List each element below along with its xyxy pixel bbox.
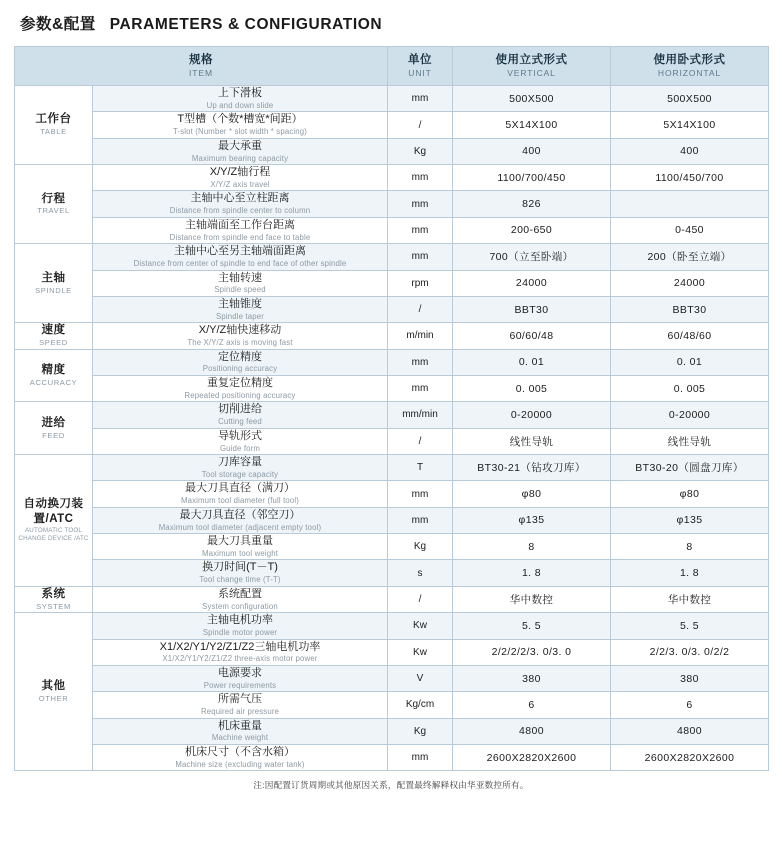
- item-label-en: Distance from center of spindle to end face of other spindle: [133, 259, 347, 268]
- item-label-cn: 刀库容量: [218, 456, 262, 469]
- header-cell-vertical: [453, 47, 611, 86]
- group-label-en: FEED: [42, 430, 65, 440]
- item-cell: [93, 665, 388, 691]
- horizontal-value-cell: 4800: [611, 718, 769, 744]
- group-cell: [15, 323, 93, 349]
- item-cell: [93, 296, 388, 322]
- item-cell: [93, 349, 388, 375]
- item-label-en: Required air pressure: [200, 707, 280, 717]
- horizontal-value-cell: φ135: [611, 507, 769, 533]
- item-cell: [93, 744, 388, 770]
- unit-cell: mm: [388, 375, 453, 401]
- item-label-en: Distance from spindle end face to table: [169, 232, 311, 242]
- item-label-cn: 主轴电机功率: [207, 614, 273, 627]
- vertical-value-cell: 826: [453, 191, 611, 217]
- horizontal-value-cell: 1100/450/700: [611, 165, 769, 191]
- item-label-cn: 最大刀具直径（满刀）: [185, 482, 295, 495]
- horizontal-value-cell: 2600X2820X2600: [611, 744, 769, 770]
- horizontal-value-cell: 0. 01: [611, 349, 769, 375]
- horizontal-value-cell: 380: [611, 665, 769, 691]
- item-cell: [93, 507, 388, 533]
- vertical-value-cell: 0. 005: [453, 375, 611, 401]
- item-cell: [93, 138, 388, 164]
- header-vertical-cn: 使用立式形式: [495, 54, 568, 67]
- item-label-en: Guide form: [219, 443, 261, 453]
- horizontal-value-cell: 0. 005: [611, 375, 769, 401]
- unit-cell: mm: [388, 165, 453, 191]
- table-row: [15, 665, 769, 691]
- unit-cell: /: [388, 586, 453, 612]
- unit-cell: rpm: [388, 270, 453, 296]
- horizontal-value-cell: 0-20000: [611, 402, 769, 428]
- item-label-en: The X/Y/Z axis is moving fast: [187, 338, 293, 348]
- horizontal-value-cell: 1. 8: [611, 560, 769, 586]
- header-vertical-en: VERTICAL: [507, 67, 556, 78]
- group-label-cn: 主轴: [41, 271, 66, 284]
- vertical-value-cell: 500X500: [453, 86, 611, 112]
- page-title-cn: 参数&配置: [20, 16, 96, 33]
- horizontal-value-cell: 400: [611, 138, 769, 164]
- unit-cell: mm/min: [388, 402, 453, 428]
- unit-cell: Kw: [388, 639, 453, 665]
- item-label-en: Repeated positioning accuracy: [184, 390, 296, 400]
- table-row: [15, 428, 769, 454]
- table-row: [15, 744, 769, 770]
- group-cell: [15, 402, 93, 455]
- item-label-en: Maximum tool diameter (full tool): [180, 496, 300, 506]
- vertical-value-cell: 700（立至卧端）: [453, 244, 611, 270]
- group-label-en: TABLE: [40, 127, 67, 137]
- header-unit-en: UNIT: [408, 67, 432, 78]
- item-cell: [93, 560, 388, 586]
- item-cell: [93, 165, 388, 191]
- table-header: [15, 47, 769, 86]
- horizontal-value-cell: BT30-20（圆盘刀库）: [611, 455, 769, 481]
- item-label-cn: 最大承重: [218, 139, 262, 152]
- item-label-en: Cutting feed: [218, 417, 262, 427]
- item-label-cn: 所需气压: [218, 693, 262, 706]
- table-row: [15, 507, 769, 533]
- item-label-en: Maximum tool diameter (adjacent empty tool): [158, 522, 322, 532]
- table-row: [15, 455, 769, 481]
- group-label-en: TRAVEL: [37, 206, 70, 216]
- vertical-value-cell: 400: [453, 138, 611, 164]
- item-cell: [93, 244, 388, 270]
- item-cell: [93, 86, 388, 112]
- vertical-value-cell: 4800: [453, 718, 611, 744]
- unit-cell: mm: [388, 217, 453, 243]
- horizontal-value-cell: BBT30: [611, 296, 769, 322]
- vertical-value-cell: 60/60/48: [453, 323, 611, 349]
- item-label-cn: X/Y/Z轴快速移动: [198, 324, 282, 337]
- vertical-value-cell: 5X14X100: [453, 112, 611, 138]
- item-cell: [93, 481, 388, 507]
- item-label-cn: 导轨形式: [218, 429, 262, 442]
- table-row: [15, 296, 769, 322]
- item-label-cn: T型槽（个数*槽宽*间距）: [177, 113, 303, 126]
- horizontal-value-cell: 线性导轨: [611, 428, 769, 454]
- item-label-en: Machine weight: [211, 733, 269, 743]
- group-label-cn: 速度: [41, 324, 66, 337]
- table-row: [15, 402, 769, 428]
- item-label-en: Tool change time (T-T): [199, 575, 281, 585]
- item-cell: [93, 586, 388, 612]
- item-label-cn: 上下滑板: [218, 87, 262, 99]
- vertical-value-cell: BT30-21（钻攻刀库）: [453, 455, 611, 481]
- group-label-en: ACCURACY: [29, 377, 78, 387]
- item-label-en: Spindle motor power: [202, 628, 278, 638]
- item-label-en: Machine size (excluding water tank): [175, 759, 305, 769]
- page-title: [20, 12, 768, 34]
- unit-cell: mm: [388, 191, 453, 217]
- item-label-en: Up and down slide: [206, 100, 274, 110]
- item-label-en: Maximum tool weight: [201, 548, 279, 558]
- item-cell: [93, 375, 388, 401]
- horizontal-value-cell: 24000: [611, 270, 769, 296]
- table-body: [15, 86, 769, 771]
- vertical-value-cell: 1. 8: [453, 560, 611, 586]
- item-label-en: Spindle speed: [214, 285, 266, 295]
- header-item-en: ITEM: [189, 67, 213, 78]
- vertical-value-cell: 2/2/2/2/3. 0/3. 0: [453, 639, 611, 665]
- table-row: [15, 112, 769, 138]
- vertical-value-cell: BBT30: [453, 296, 611, 322]
- horizontal-value-cell: [611, 191, 769, 217]
- unit-cell: mm: [388, 349, 453, 375]
- header-cell-unit: [388, 47, 453, 86]
- group-cell: [15, 613, 93, 771]
- horizontal-value-cell: 华中数控: [611, 586, 769, 612]
- table-row: [15, 375, 769, 401]
- item-label-cn: 最大刀具直径（邻空刀）: [179, 508, 301, 521]
- item-label-cn: 系统配置: [218, 587, 262, 600]
- group-label-cn: 精度: [41, 363, 66, 376]
- header-unit-cn: 单位: [408, 54, 432, 67]
- vertical-value-cell: 6: [453, 692, 611, 718]
- group-label-cn: 自动换刀装置/ATC: [23, 498, 84, 526]
- group-label-cn: 系统: [41, 587, 66, 600]
- horizontal-value-cell: 6: [611, 692, 769, 718]
- item-label-en: Spindle taper: [216, 311, 264, 321]
- vertical-value-cell: 8: [453, 534, 611, 560]
- table-row: [15, 718, 769, 744]
- item-cell: [93, 613, 388, 639]
- group-label-en: SPINDLE: [35, 285, 72, 295]
- vertical-value-cell: 1100/700/450: [453, 165, 611, 191]
- header-horizontal-cn: 使用卧式形式: [653, 54, 726, 67]
- horizontal-value-cell: 8: [611, 534, 769, 560]
- group-cell: [15, 586, 93, 612]
- unit-cell: /: [388, 296, 453, 322]
- item-label-en: Positioning accuracy: [202, 364, 278, 374]
- unit-cell: /: [388, 112, 453, 138]
- unit-cell: mm: [388, 86, 453, 112]
- table-row: [15, 692, 769, 718]
- item-label-en: Tool storage capacity: [201, 469, 279, 479]
- vertical-value-cell: 24000: [453, 270, 611, 296]
- item-label-cn: 最大刀具重量: [207, 535, 273, 548]
- unit-cell: Kw: [388, 613, 453, 639]
- unit-cell: /: [388, 428, 453, 454]
- page-title-en: PARAMETERS & CONFIGURATION: [109, 16, 383, 33]
- vertical-value-cell: φ80: [453, 481, 611, 507]
- item-cell: [93, 639, 388, 665]
- group-label-en: SPEED: [39, 338, 68, 348]
- item-label-cn: 电源要求: [218, 666, 262, 679]
- group-cell: [15, 244, 93, 323]
- horizontal-value-cell: 5. 5: [611, 613, 769, 639]
- item-label-cn: 主轴转速: [218, 271, 262, 284]
- group-label-cn: 行程: [41, 192, 66, 205]
- unit-cell: mm: [388, 744, 453, 770]
- item-label-cn: 换刀时间(T－T): [202, 561, 278, 574]
- item-cell: [93, 534, 388, 560]
- table-row: [15, 560, 769, 586]
- unit-cell: V: [388, 665, 453, 691]
- item-label-cn: 主轴中心至立柱距离: [190, 192, 290, 205]
- item-cell: [93, 692, 388, 718]
- item-cell: [93, 428, 388, 454]
- vertical-value-cell: 华中数控: [453, 586, 611, 612]
- item-label-en: T-slot (Number * slot width * spacing): [173, 127, 307, 137]
- table-row: [15, 323, 769, 349]
- item-cell: [93, 718, 388, 744]
- table-row: [15, 613, 769, 639]
- group-cell: [15, 165, 93, 244]
- item-label-cn: 机床重量: [218, 719, 262, 732]
- table-row: [15, 586, 769, 612]
- item-label-en: X/Y/Z axis travel: [210, 179, 270, 189]
- item-cell: [93, 270, 388, 296]
- unit-cell: Kg/cm: [388, 692, 453, 718]
- table-row: [15, 244, 769, 270]
- item-label-cn: X1/X2/Y1/Y2/Z1/Z2三轴电机功率: [159, 640, 321, 653]
- item-label-cn: 切削进给: [218, 403, 262, 416]
- vertical-value-cell: 380: [453, 665, 611, 691]
- unit-cell: s: [388, 560, 453, 586]
- vertical-value-cell: 0-20000: [453, 402, 611, 428]
- group-label-cn: 工作台: [35, 113, 72, 126]
- item-label-en: Power requirements: [203, 680, 277, 690]
- item-cell: [93, 191, 388, 217]
- table-row: [15, 349, 769, 375]
- item-label-en: X1/X2/Y1/Y2/Z1/Z2 three-axis motor power: [162, 654, 318, 664]
- group-cell: [15, 86, 93, 165]
- item-label-cn: 主轴中心至另主轴端面距离: [174, 245, 306, 258]
- item-label-en: Maximum bearing capacity: [191, 153, 289, 163]
- item-label-cn: 主轴锥度: [218, 297, 262, 310]
- footnote: 注:因配置订货周期或其他原因关系，配置最终解释权由华亚数控所有。: [253, 780, 529, 791]
- group-label-cn: 其他: [41, 680, 66, 693]
- group-cell: [15, 349, 93, 402]
- header-row: [15, 47, 769, 86]
- group-label-cn: 进给: [41, 416, 66, 429]
- unit-cell: Kg: [388, 138, 453, 164]
- table-row: [15, 534, 769, 560]
- header-cell-horizontal: [611, 47, 769, 86]
- group-label-en: AUTOMATIC TOOL CHANGE DEVICE /ATC: [18, 527, 89, 543]
- unit-cell: mm: [388, 244, 453, 270]
- vertical-value-cell: 2600X2820X2600: [453, 744, 611, 770]
- header-cell-item: [15, 47, 388, 86]
- item-label-cn: 重复定位精度: [207, 376, 273, 389]
- group-cell: [15, 455, 93, 587]
- item-label-cn: 定位精度: [218, 350, 262, 363]
- item-cell: [93, 455, 388, 481]
- horizontal-value-cell: 200（卧至立端）: [611, 244, 769, 270]
- table-row: [15, 270, 769, 296]
- header-item-cn: 规格: [189, 54, 213, 67]
- horizontal-value-cell: 5X14X100: [611, 112, 769, 138]
- group-label-en: SYSTEM: [36, 601, 71, 611]
- group-label-en: OTHER: [38, 694, 69, 704]
- item-cell: [93, 323, 388, 349]
- table-row: [15, 138, 769, 164]
- table-row: [15, 86, 769, 112]
- unit-cell: m/min: [388, 323, 453, 349]
- vertical-value-cell: 5. 5: [453, 613, 611, 639]
- item-label-cn: X/Y/Z轴行程: [209, 166, 271, 179]
- table-row: [15, 481, 769, 507]
- table-row: [15, 639, 769, 665]
- table-row: [15, 191, 769, 217]
- vertical-value-cell: 0. 01: [453, 349, 611, 375]
- horizontal-value-cell: 500X500: [611, 86, 769, 112]
- item-label-cn: 主轴端面至工作台距离: [185, 218, 295, 231]
- table-row: [15, 217, 769, 243]
- unit-cell: Kg: [388, 534, 453, 560]
- vertical-value-cell: φ135: [453, 507, 611, 533]
- item-label-en: System configuration: [202, 601, 278, 611]
- specification-table: [14, 46, 769, 771]
- header-horizontal-en: HORIZONTAL: [657, 67, 722, 78]
- item-cell: [93, 217, 388, 243]
- vertical-value-cell: 200-650: [453, 217, 611, 243]
- item-cell: [93, 402, 388, 428]
- horizontal-value-cell: 2/2/3. 0/3. 0/2/2: [611, 639, 769, 665]
- item-label-cn: 机床尺寸（不含水箱）: [185, 745, 295, 758]
- unit-cell: Kg: [388, 718, 453, 744]
- unit-cell: mm: [388, 481, 453, 507]
- item-cell: [93, 112, 388, 138]
- vertical-value-cell: 线性导轨: [453, 428, 611, 454]
- horizontal-value-cell: 60/48/60: [611, 323, 769, 349]
- item-label-en: Distance from spindle center to column: [169, 206, 311, 216]
- unit-cell: T: [388, 455, 453, 481]
- horizontal-value-cell: φ80: [611, 481, 769, 507]
- horizontal-value-cell: 0-450: [611, 217, 769, 243]
- table-row: [15, 165, 769, 191]
- unit-cell: mm: [388, 507, 453, 533]
